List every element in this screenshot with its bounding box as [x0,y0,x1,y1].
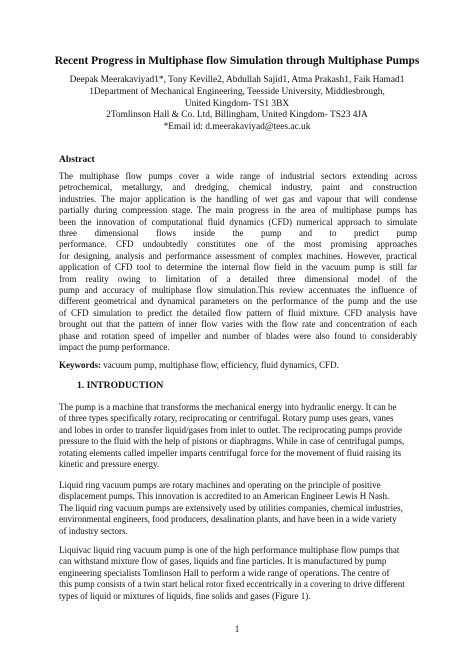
author-block [0,75,474,134]
paragraph-line: displacement pumps. This innovation is accredited to an American Engineer Lewis H Nash. [59,491,390,502]
paragraph-line: types of liquid or mixtures of liquids, fine solids and gases (Figure 1). [59,590,311,601]
paragraph-line: can withstand mixture flow of gases, liquids and fine particles. It is manufactured by pump [59,556,387,567]
abstract-body [59,171,417,354]
keywords-label: Keywords: [59,360,101,370]
abstract-line: from reality owing to limitation of a detailed three dimensional model of the [59,273,417,284]
abstract-line: of CFD simulation to predict the detailed flow pattern of fluid mixture. CFD analysis have [59,307,417,318]
affiliation-2: 2Tomlinson Hall & Co. Ltd, Billingham, United Kingdom- TS23 4JA [106,110,368,121]
abstract-line: partially during compression stage. The main progress in the area of multiphase pumps has [59,205,417,216]
keywords-line [59,360,417,371]
paragraph-line: engineering specialists Tomlinson Hall to perform a wide range of operations. The centre of [59,567,390,578]
affiliation-1-postcode: United Kingdom- TS1 3BX [184,98,290,109]
abstract-line: pump and accuracy of multiphase flow simulation.This review accentuates the influence of [59,285,417,296]
intro-paragraph-3 [59,545,417,602]
paragraph-line: Liquid ring vacuum pumps are rotary machines and operating on the principle of positive [59,480,381,490]
abstract-line: brought out that the pattern of inner flow varies with the flow rate and concentration of each [59,319,417,330]
paper-title: Recent Progress in Multiphase flow Simulation through Multiphase Pumps [54,55,420,67]
paragraph-line: pressure to the fluid with the help of pistons or diaphragms. While in case of centrifugal pumps, [59,436,405,447]
paragraph-line: The pump is a machine that transforms the mechanical energy into hydraulic energy. It can be [59,402,397,412]
intro-paragraph-1 [59,402,417,470]
abstract-heading: Abstract [59,154,95,165]
author-list: Deepak Meerakaviyad1*, Tony Keville2, Abdullah Sajid1, Atma Prakash1, Faik Hamad1 [69,75,405,85]
abstract-line: phase and rotation speed of impeller and number of blades were also found to considerably [59,330,417,341]
paragraph-line: and lobes in order to transfer liquid/gases from inlet to outlet. The reciprocating pumps provide [59,424,402,435]
abstract-line: petrochemical, metallurgy, and dredging, chemical industry, paint and construction [59,182,417,193]
paragraph-line: this pump consists of a twin start helical rotor fixed eccentrically in a covering to drive different [59,579,405,590]
abstract-line: The multiphase flow pumps cover a wide range of industrial sectors extending across [59,171,417,181]
intro-paragraph-2 [59,480,417,537]
paragraph-line: of three types specifically rotary, reciprocating or centrifugal. Rotary pump uses gears, vanes [59,413,394,424]
paragraph-line: environmental engineers, food producers, desalination plants, and have been in a wide variety [59,514,397,525]
contact-email: *Email id: d.meerakaviyad@tees.ac.uk [163,122,311,133]
abstract-line: different geometrical and dynamical parameters on the performance of the pump and the use [59,296,417,307]
abstract-line: industries. The major application is the handling of wet gas and vapour that will condense [59,193,417,204]
paragraph-line: of industry sectors. [59,525,128,536]
abstract-line: performance. CFD undoubtedly constitutes one of the most promising approaches [59,239,417,250]
affiliation-1: 1Department of Mechanical Engineering, Teesside University, Middlesbrough, [89,86,385,97]
abstract-line: been the innovation of computational fluid dynamics (CFD) numerical approach to simulate [59,216,417,227]
abstract-line: application of CFD tool to determine the internal flow field in the vacuum pump is still far [59,262,417,273]
paragraph-line: rotating elements called impeller imparts centrifugal force for the movement of fluid raising its [59,447,402,458]
abstract-line: impact the pump performance. [59,342,170,353]
paragraph-line: The liquid ring vacuum pumps are extensively used by utilities companies, chemical industries, [59,502,403,513]
page-number: 1 [234,624,240,634]
keywords-text: vacuum pump, multiphase flow, efficiency, fluid dynamics, CFD. [101,360,339,370]
abstract-line: three dimensional flows inside the pump and to predict pump [59,228,417,239]
introduction-heading: 1. INTRODUCTION [77,380,164,391]
abstract-line: for designing, analysis and performance assessment of complex machines. However, practical [59,250,417,261]
paragraph-line: Liquivac liquid ring vacuum pump is one of the high performance multiphase flow pumps that [59,545,400,555]
paragraph-line: kinetic and pressure energy. [59,459,160,470]
